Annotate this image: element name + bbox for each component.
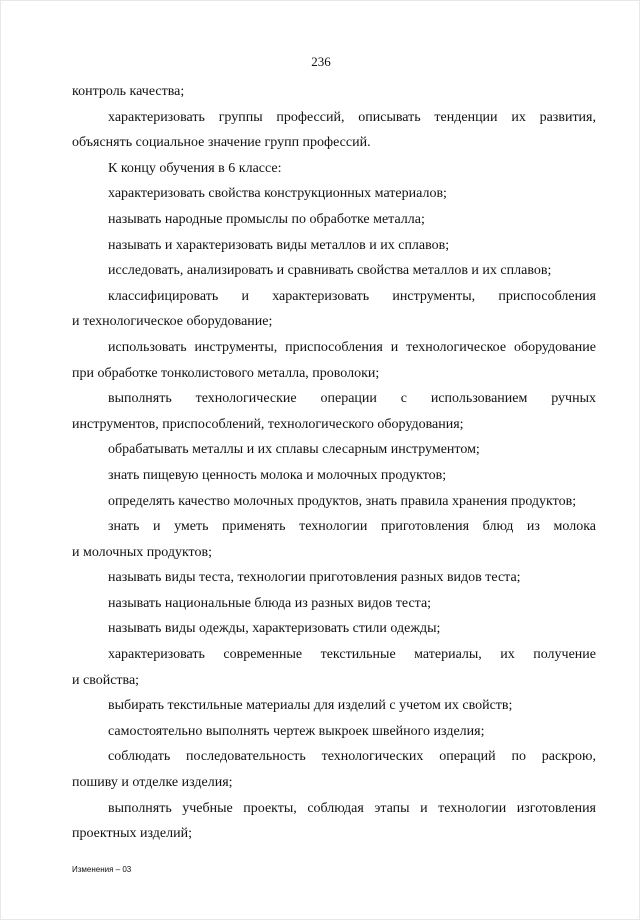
text-line: выполнять учебные проекты, соблюдая этапы и технологии изготовления: [108, 800, 596, 816]
text-line: выбирать текстильные материалы для изделий с учетом их свойств;: [108, 698, 513, 714]
text-line: самостоятельно выполнять чертеж выкроек швейного изделия;: [108, 723, 485, 739]
text-line: называть и характеризовать виды металлов и их сплавов;: [108, 237, 450, 253]
page-number: 236: [311, 54, 331, 69]
text-line: знать и уметь применять технологии приготовления блюд из молока: [108, 519, 596, 535]
text-line: и свойства;: [72, 672, 140, 688]
footer-revision: Изменения – 03: [72, 865, 132, 874]
text-line: выполнять технологические операции с использованием ручных: [108, 391, 596, 407]
text-line: проектных изделий;: [72, 826, 192, 842]
text-line: характеризовать современные текстильные материалы, их получение: [108, 647, 596, 663]
text-line: пошиву и отделке изделия;: [72, 775, 233, 791]
text-line: определять качество молочных продуктов, знать правила хранения продуктов;: [108, 493, 577, 509]
text-line: классифицировать и характеризовать инструменты, приспособления: [108, 288, 596, 304]
section-heading: К концу обучения в 6 классе:: [108, 160, 282, 176]
text-line: знать пищевую ценность молока и молочных продуктов;: [108, 467, 447, 483]
text-line: называть виды теста, технологии приготовления разных видов теста;: [108, 570, 521, 586]
text-line: при обработке тонколистового металла, проволоки;: [72, 365, 380, 381]
document-body: [72, 79, 596, 847]
text-line: характеризовать свойства конструкционных материалов;: [108, 186, 447, 202]
text-line: исследовать, анализировать и сравнивать свойства металлов и их сплавов;: [108, 263, 552, 279]
text-line: называть народные промыслы по обработке металла;: [108, 211, 425, 227]
text-line: инструментов, приспособлений, технологического оборудования;: [72, 416, 464, 432]
text-line: характеризовать группы профессий, описывать тенденции их развития,: [108, 109, 596, 125]
text-line: соблюдать последовательность технологических операций по раскрою,: [108, 749, 596, 765]
text-line: и молочных продуктов;: [72, 544, 212, 560]
text-line: называть национальные блюда из разных видов теста;: [108, 595, 432, 611]
text-line: называть виды одежды, характеризовать стили одежды;: [108, 621, 441, 637]
text-line: использовать инструменты, приспособления и технологическое оборудование: [108, 339, 596, 355]
text-line: обрабатывать металлы и их сплавы слесарным инструментом;: [108, 442, 480, 458]
text-line: и технологическое оборудование;: [72, 314, 273, 330]
text-line: контроль качества;: [72, 84, 185, 99]
text-line: объяснять социальное значение групп профессий.: [72, 135, 371, 151]
